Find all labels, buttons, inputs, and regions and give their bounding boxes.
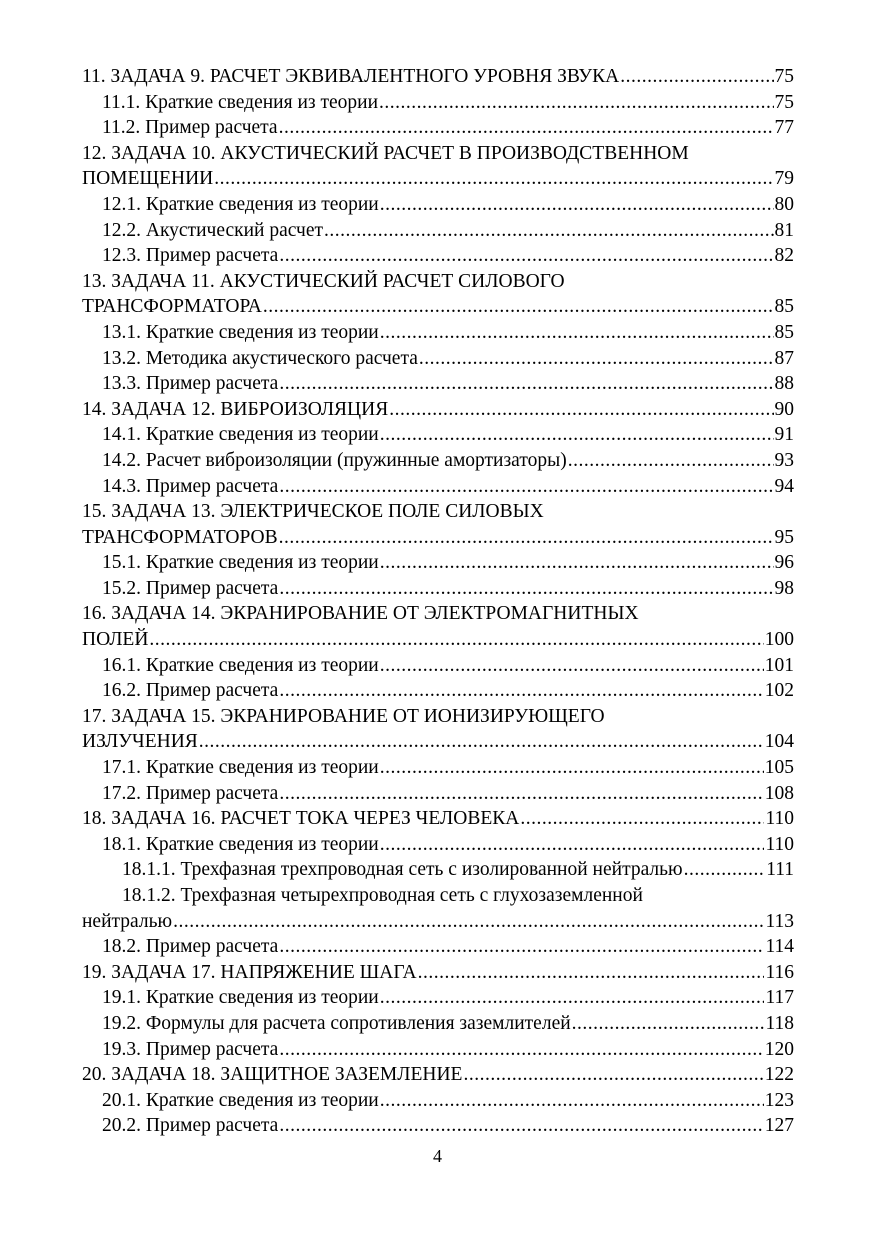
dot-leader [279, 243, 773, 269]
toc-entry[interactable] [82, 653, 794, 679]
toc-entry[interactable] [82, 422, 794, 448]
dot-leader [324, 218, 774, 244]
dot-leader [279, 934, 764, 960]
toc-entry-title: 13.3. Пример расчета [102, 373, 279, 395]
toc-entry[interactable] [82, 346, 794, 372]
toc-entry-page: 122 [764, 1064, 794, 1086]
toc-entry-page: 77 [774, 117, 794, 139]
toc-entry[interactable] [82, 883, 794, 909]
dot-leader [520, 806, 764, 832]
toc-entry-page: 100 [764, 629, 794, 651]
toc-entry[interactable] [82, 550, 794, 576]
toc-entry-title: 19.3. Пример расчета [102, 1038, 279, 1060]
toc-entry-page: 95 [774, 526, 794, 548]
toc-entry-title: 17.2. Пример расчета [102, 782, 279, 804]
dot-leader [684, 857, 766, 883]
toc-entry[interactable] [82, 857, 794, 883]
dot-leader [380, 832, 765, 858]
toc-entry-title: 18.2. Пример расчета [102, 936, 279, 958]
toc-entry-page: 75 [774, 66, 794, 87]
toc-entry[interactable] [82, 960, 794, 986]
toc-entry-page: 101 [764, 654, 794, 676]
dot-leader [463, 1062, 763, 1088]
toc-entry[interactable] [82, 1037, 794, 1063]
dot-leader [199, 729, 764, 755]
dot-leader [279, 678, 763, 704]
toc-entry-page: 93 [774, 449, 794, 471]
toc-entry-page: 118 [765, 1012, 794, 1034]
toc-entry[interactable] [82, 934, 794, 960]
toc-entry[interactable] [82, 1113, 794, 1139]
toc-entry[interactable] [82, 806, 794, 832]
toc-entry[interactable] [82, 704, 794, 730]
toc-entry-page: 87 [774, 347, 794, 369]
toc-entry-page: 104 [764, 731, 794, 753]
page-number: 4 [433, 1146, 442, 1166]
dot-leader [214, 166, 773, 192]
toc-entry-page: 105 [764, 757, 794, 779]
toc-entry[interactable] [82, 576, 794, 602]
dot-leader [173, 909, 764, 935]
toc-entry-title: 11. ЗАДАЧА 9. РАСЧЕТ ЭКВИВАЛЕНТНОГО УРОВНЯ ЗВУКА [82, 66, 620, 87]
toc-entry[interactable] [82, 320, 794, 346]
toc-entry-title: 17.1. Краткие сведения из теории [102, 757, 379, 779]
dot-leader [379, 90, 773, 116]
dot-leader [279, 371, 773, 397]
toc-entry-title: 11.2. Пример расчета [102, 117, 278, 139]
toc-entry-title: 18.1.2. Трехфазная четырехпроводная сеть с глухозаземленной [122, 885, 643, 906]
toc-entry-title: 14. ЗАДАЧА 12. ВИБРОИЗОЛЯЦИЯ [82, 398, 389, 420]
toc-entry-title: 16.1. Краткие сведения из теории [102, 654, 379, 676]
toc-entry-page: 81 [774, 219, 794, 241]
dot-leader [389, 397, 773, 423]
toc-entry[interactable] [82, 1062, 794, 1088]
dot-leader [279, 576, 773, 602]
toc-entry-page: 102 [764, 680, 794, 702]
toc-entry-page: 80 [774, 193, 794, 215]
toc-entry[interactable] [82, 115, 794, 141]
toc-entry-title: 12. ЗАДАЧА 10. АКУСТИЧЕСКИЙ РАСЧЕТ В ПРОИЗВОДСТВЕННОМ [82, 142, 689, 164]
toc-entry-page: 82 [774, 245, 794, 267]
toc-entry-page: 110 [765, 833, 794, 855]
toc-entry-page: 91 [774, 424, 794, 446]
toc-entry-title: 15.1. Краткие сведения из теории [102, 552, 379, 574]
toc-entry[interactable] [82, 499, 794, 525]
toc-entry-title: 16.2. Пример расчета [102, 680, 279, 702]
toc-entry[interactable] [82, 294, 794, 320]
table-of-contents [82, 64, 794, 1139]
dot-leader [279, 781, 763, 807]
toc-entry-title: 20.2. Пример расчета [102, 1115, 279, 1137]
dot-leader [149, 627, 763, 653]
toc-entry-title: 17. ЗАДАЧА 15. ЭКРАНИРОВАНИЕ ОТ ИОНИЗИРУЮЩЕГО [82, 705, 605, 727]
toc-entry-title: 12.2. Акустический расчет [102, 219, 323, 241]
toc-entry[interactable] [82, 397, 794, 423]
toc-entry-title: 19. ЗАДАЧА 17. НАПРЯЖЕНИЕ ШАГА [82, 961, 417, 983]
toc-entry[interactable] [82, 755, 794, 781]
toc-entry-page: 113 [765, 910, 794, 932]
dot-leader [380, 550, 774, 576]
toc-entry-title: ТРАНСФОРМАТОРА [82, 296, 262, 318]
toc-entry[interactable] [82, 678, 794, 704]
toc-entry-page: 88 [774, 373, 794, 395]
toc-entry-page: 114 [765, 936, 794, 958]
toc-entry[interactable] [82, 269, 794, 295]
dot-leader [380, 755, 764, 781]
toc-entry[interactable] [82, 192, 794, 218]
toc-entry-page: 123 [764, 1089, 794, 1111]
toc-entry[interactable] [82, 243, 794, 269]
toc-entry-title: 19.2. Формулы для расчета сопротивления заземлителей [102, 1012, 571, 1034]
toc-entry-title: 19.1. Краткие сведения из теории [102, 987, 379, 1009]
toc-entry[interactable] [82, 371, 794, 397]
toc-entry-title: 14.2. Расчет виброизоляции (пружинные амортизаторы) [102, 449, 567, 471]
toc-entry-page: 116 [765, 961, 794, 983]
dot-leader [380, 192, 774, 218]
toc-entry-page: 120 [764, 1038, 794, 1060]
toc-entry[interactable] [82, 1011, 794, 1037]
toc-entry[interactable] [82, 64, 794, 90]
toc-entry-page: 94 [774, 475, 794, 497]
toc-entry-page: 108 [764, 782, 794, 804]
toc-entry[interactable] [82, 729, 794, 755]
toc-entry-title: 13. ЗАДАЧА 11. АКУСТИЧЕСКИЙ РАСЧЕТ СИЛОВОГО [82, 270, 565, 292]
dot-leader [279, 1037, 763, 1063]
dot-leader [263, 294, 774, 320]
toc-entry-page: 110 [765, 808, 794, 830]
dot-leader [620, 64, 773, 90]
toc-entry[interactable] [82, 781, 794, 807]
toc-entry-page: 75 [774, 91, 794, 113]
toc-entry-page: 85 [774, 321, 794, 343]
dot-leader [419, 346, 774, 372]
toc-entry-page: 98 [774, 577, 794, 599]
toc-entry[interactable] [82, 601, 794, 627]
toc-entry-title: 15.2. Пример расчета [102, 577, 279, 599]
toc-entry-title: 15. ЗАДАЧА 13. ЭЛЕКТРИЧЕСКОЕ ПОЛЕ СИЛОВЫХ [82, 501, 544, 523]
toc-entry-page: 79 [774, 168, 794, 190]
dot-leader [380, 985, 765, 1011]
toc-entry-title: 14.3. Пример расчета [102, 475, 279, 497]
toc-entry[interactable] [82, 832, 794, 858]
toc-entry[interactable] [82, 985, 794, 1011]
toc-entry[interactable] [82, 627, 794, 653]
toc-entry-page: 117 [765, 987, 794, 1009]
dot-leader [279, 474, 773, 500]
toc-entry-title: 18.1. Краткие сведения из теории [102, 833, 379, 855]
toc-entry[interactable] [82, 166, 794, 192]
toc-entry[interactable] [82, 448, 794, 474]
toc-entry-title: 12.3. Пример расчета [102, 245, 279, 267]
toc-entry-title: 12.1. Краткие сведения из теории [102, 193, 379, 215]
toc-entry-title: 11.1. Краткие сведения из теории [102, 91, 379, 113]
toc-entry-title: ПОМЕЩЕНИИ [82, 168, 214, 190]
toc-entry-page: 111 [766, 859, 794, 881]
toc-entry-title: 18.1.1. Трехфазная трехпроводная сеть с изолированной нейтралью [122, 859, 683, 881]
toc-entry-title: 20. ЗАДАЧА 18. ЗАЩИТНОЕ ЗАЗЕМЛЕНИЕ [82, 1064, 463, 1086]
dot-leader [380, 422, 774, 448]
toc-entry-title: 18. ЗАДАЧА 16. РАСЧЕТ ТОКА ЧЕРЕЗ ЧЕЛОВЕКА [82, 808, 520, 830]
toc-entry-title: 16. ЗАДАЧА 14. ЭКРАНИРОВАНИЕ ОТ ЭЛЕКТРОМАГНИТНЫХ [82, 603, 639, 625]
toc-entry[interactable] [82, 1088, 794, 1114]
dot-leader [380, 1088, 764, 1114]
toc-entry-page: 90 [774, 398, 794, 420]
toc-entry[interactable] [82, 90, 794, 116]
dot-leader [279, 525, 774, 551]
toc-entry-title: нейтралью [82, 910, 173, 932]
dot-leader [279, 1113, 763, 1139]
toc-entry-title: ТРАНСФОРМАТОРОВ [82, 526, 278, 548]
toc-entry-page: 96 [774, 552, 794, 574]
dot-leader [418, 960, 765, 986]
dot-leader [380, 320, 774, 346]
toc-entry-title: ПОЛЕЙ [82, 629, 149, 651]
toc-entry[interactable] [82, 525, 794, 551]
toc-entry-title: 13.1. Краткие сведения из теории [102, 321, 379, 343]
toc-entry-page: 127 [764, 1115, 794, 1137]
toc-entry-title: ИЗЛУЧЕНИЯ [82, 731, 198, 753]
toc-entry[interactable] [82, 141, 794, 167]
toc-entry-title: 14.1. Краткие сведения из теории [102, 424, 379, 446]
toc-entry-page: 85 [774, 296, 794, 318]
dot-leader [572, 1011, 765, 1037]
toc-entry-title: 20.1. Краткие сведения из теории [102, 1089, 379, 1111]
toc-entry-title: 13.2. Методика акустического расчета [102, 347, 418, 369]
dot-leader [568, 448, 774, 474]
toc-entry[interactable] [82, 218, 794, 244]
toc-entry[interactable] [82, 474, 794, 500]
dot-leader [279, 115, 774, 141]
dot-leader [380, 653, 764, 679]
toc-entry[interactable] [82, 909, 794, 935]
